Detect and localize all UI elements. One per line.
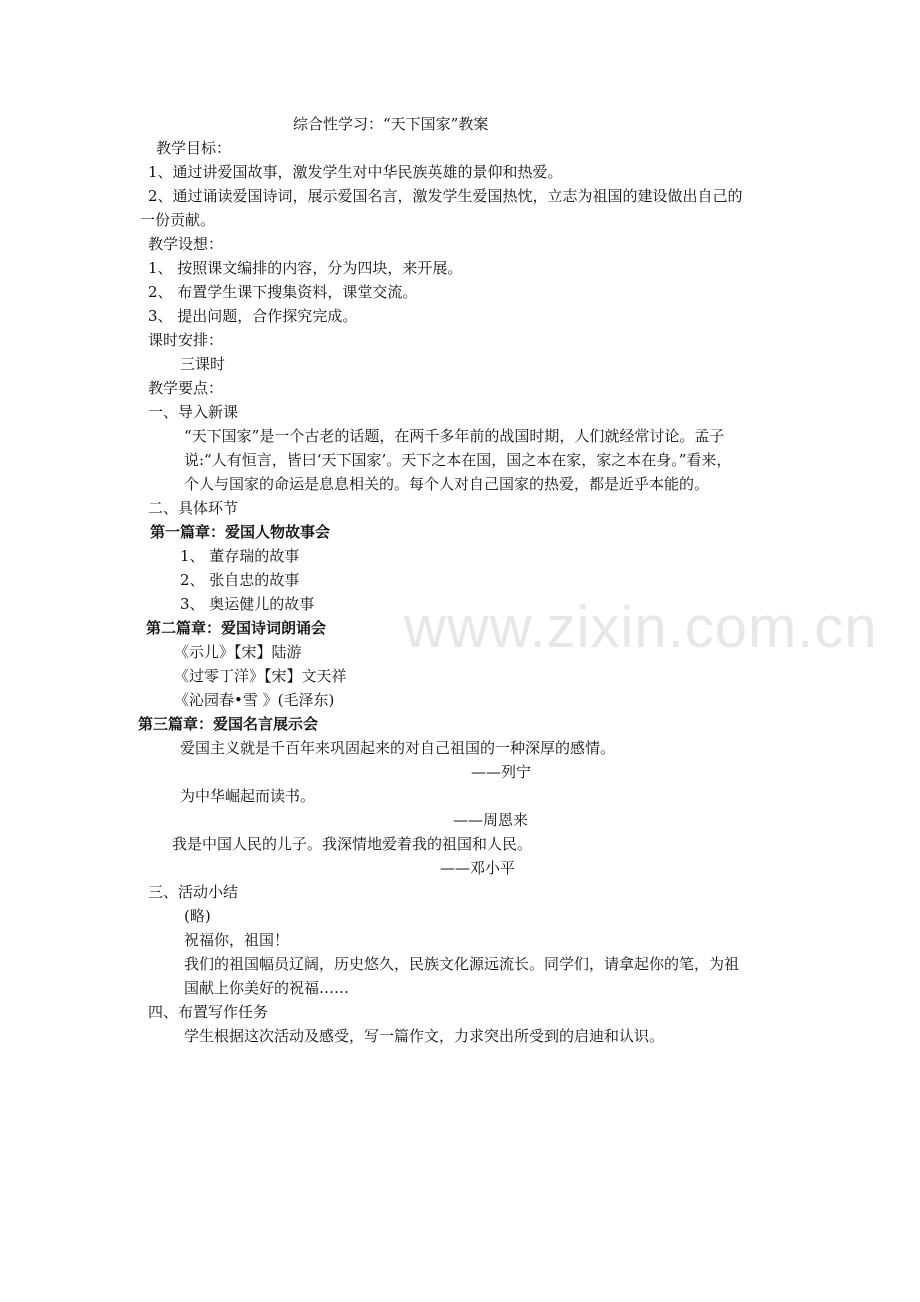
- section-heading: 二、具体环节: [148, 499, 239, 517]
- story-item: 3、 奥运健儿的故事: [180, 595, 315, 613]
- points-heading: 教学要点：: [148, 379, 224, 397]
- design-item: 3、 提出问题，合作探究完成。: [148, 307, 358, 325]
- intro-paragraph-line: “天下国家”是一个古老的话题，在两千多年前的战国时期，人们就经常讨论。孟子: [184, 427, 725, 445]
- section-heading: 一、导入新课: [148, 403, 239, 421]
- chapter-heading: 第二篇章：爱国诗词朗诵会: [146, 619, 327, 637]
- design-heading: 教学设想：: [148, 235, 224, 253]
- design-item: 1、 按照课文编排的内容，分为四块，来开展。: [148, 259, 463, 277]
- closing-paragraph-line: 国献上你美好的祝福……: [184, 979, 350, 997]
- story-item: 1、 董存瑞的故事: [180, 547, 300, 565]
- section-heading: 三、活动小结: [148, 883, 239, 901]
- section-heading: 四、布置写作任务: [148, 1003, 269, 1021]
- blessing-text: 祝福你，祖国！: [184, 931, 290, 949]
- goals-heading: 教学目标：: [156, 139, 232, 157]
- quote-text: 爱国主义就是千百年来巩固起来的对自己祖国的一种深厚的感情。: [180, 739, 616, 757]
- watermark: www.zixin.com.cn: [404, 595, 878, 660]
- goal-item-continued: 一份贡献。: [140, 211, 216, 229]
- quote-author: ——列宁: [471, 763, 532, 781]
- story-item: 2、 张自忠的故事: [180, 571, 300, 589]
- task-text: 学生根据这次活动及感受，写一篇作文，力求突出所受到的启迪和认识。: [184, 1027, 665, 1045]
- poem-item: 《过零丁洋》【宋】文天祥: [174, 667, 347, 685]
- goal-item: 1、通过讲爱国故事，激发学生对中华民族英雄的景仰和热爱。: [148, 163, 563, 181]
- poem-item: 《沁园春•雪 》(毛泽东): [174, 691, 335, 709]
- schedule-value: 三课时: [180, 355, 226, 373]
- chapter-heading: 第三篇章：爱国名言展示会: [138, 715, 319, 733]
- schedule-heading: 课时安排：: [148, 331, 224, 349]
- goal-item: 2、通过诵读爱国诗词，展示爱国名言，激发学生爱国热忱，立志为祖国的建设做出自己的: [148, 187, 743, 205]
- summary-omitted: (略): [184, 907, 211, 925]
- quote-text: 为中华崛起而读书。: [180, 787, 316, 805]
- quote-text: 我是中国人民的儿子。我深情地爱着我的祖国和人民。: [172, 835, 533, 853]
- intro-paragraph-line: 说:“人有恒言，皆曰‘天下国家’。天下之本在国，国之本在家，家之本在身。”看来，: [184, 451, 732, 469]
- quote-author: ——周恩来: [453, 811, 529, 829]
- intro-paragraph-line: 个人与国家的命运是息息相关的。每个人对自己国家的热爱，都是近乎本能的。: [184, 475, 710, 493]
- closing-paragraph-line: 我们的祖国幅员辽阔，历史悠久，民族文化源远流长。同学们，请拿起你的笔，为祖: [184, 955, 740, 973]
- poem-item: 《示儿》【宋】陆游: [174, 643, 302, 661]
- quote-author: ——邓小平: [440, 859, 516, 877]
- design-item: 2、 布置学生课下搜集资料，课堂交流。: [148, 283, 418, 301]
- chapter-heading: 第一篇章：爱国人物故事会: [150, 523, 331, 541]
- document-title: 综合性学习：“天下国家”教案: [293, 115, 489, 133]
